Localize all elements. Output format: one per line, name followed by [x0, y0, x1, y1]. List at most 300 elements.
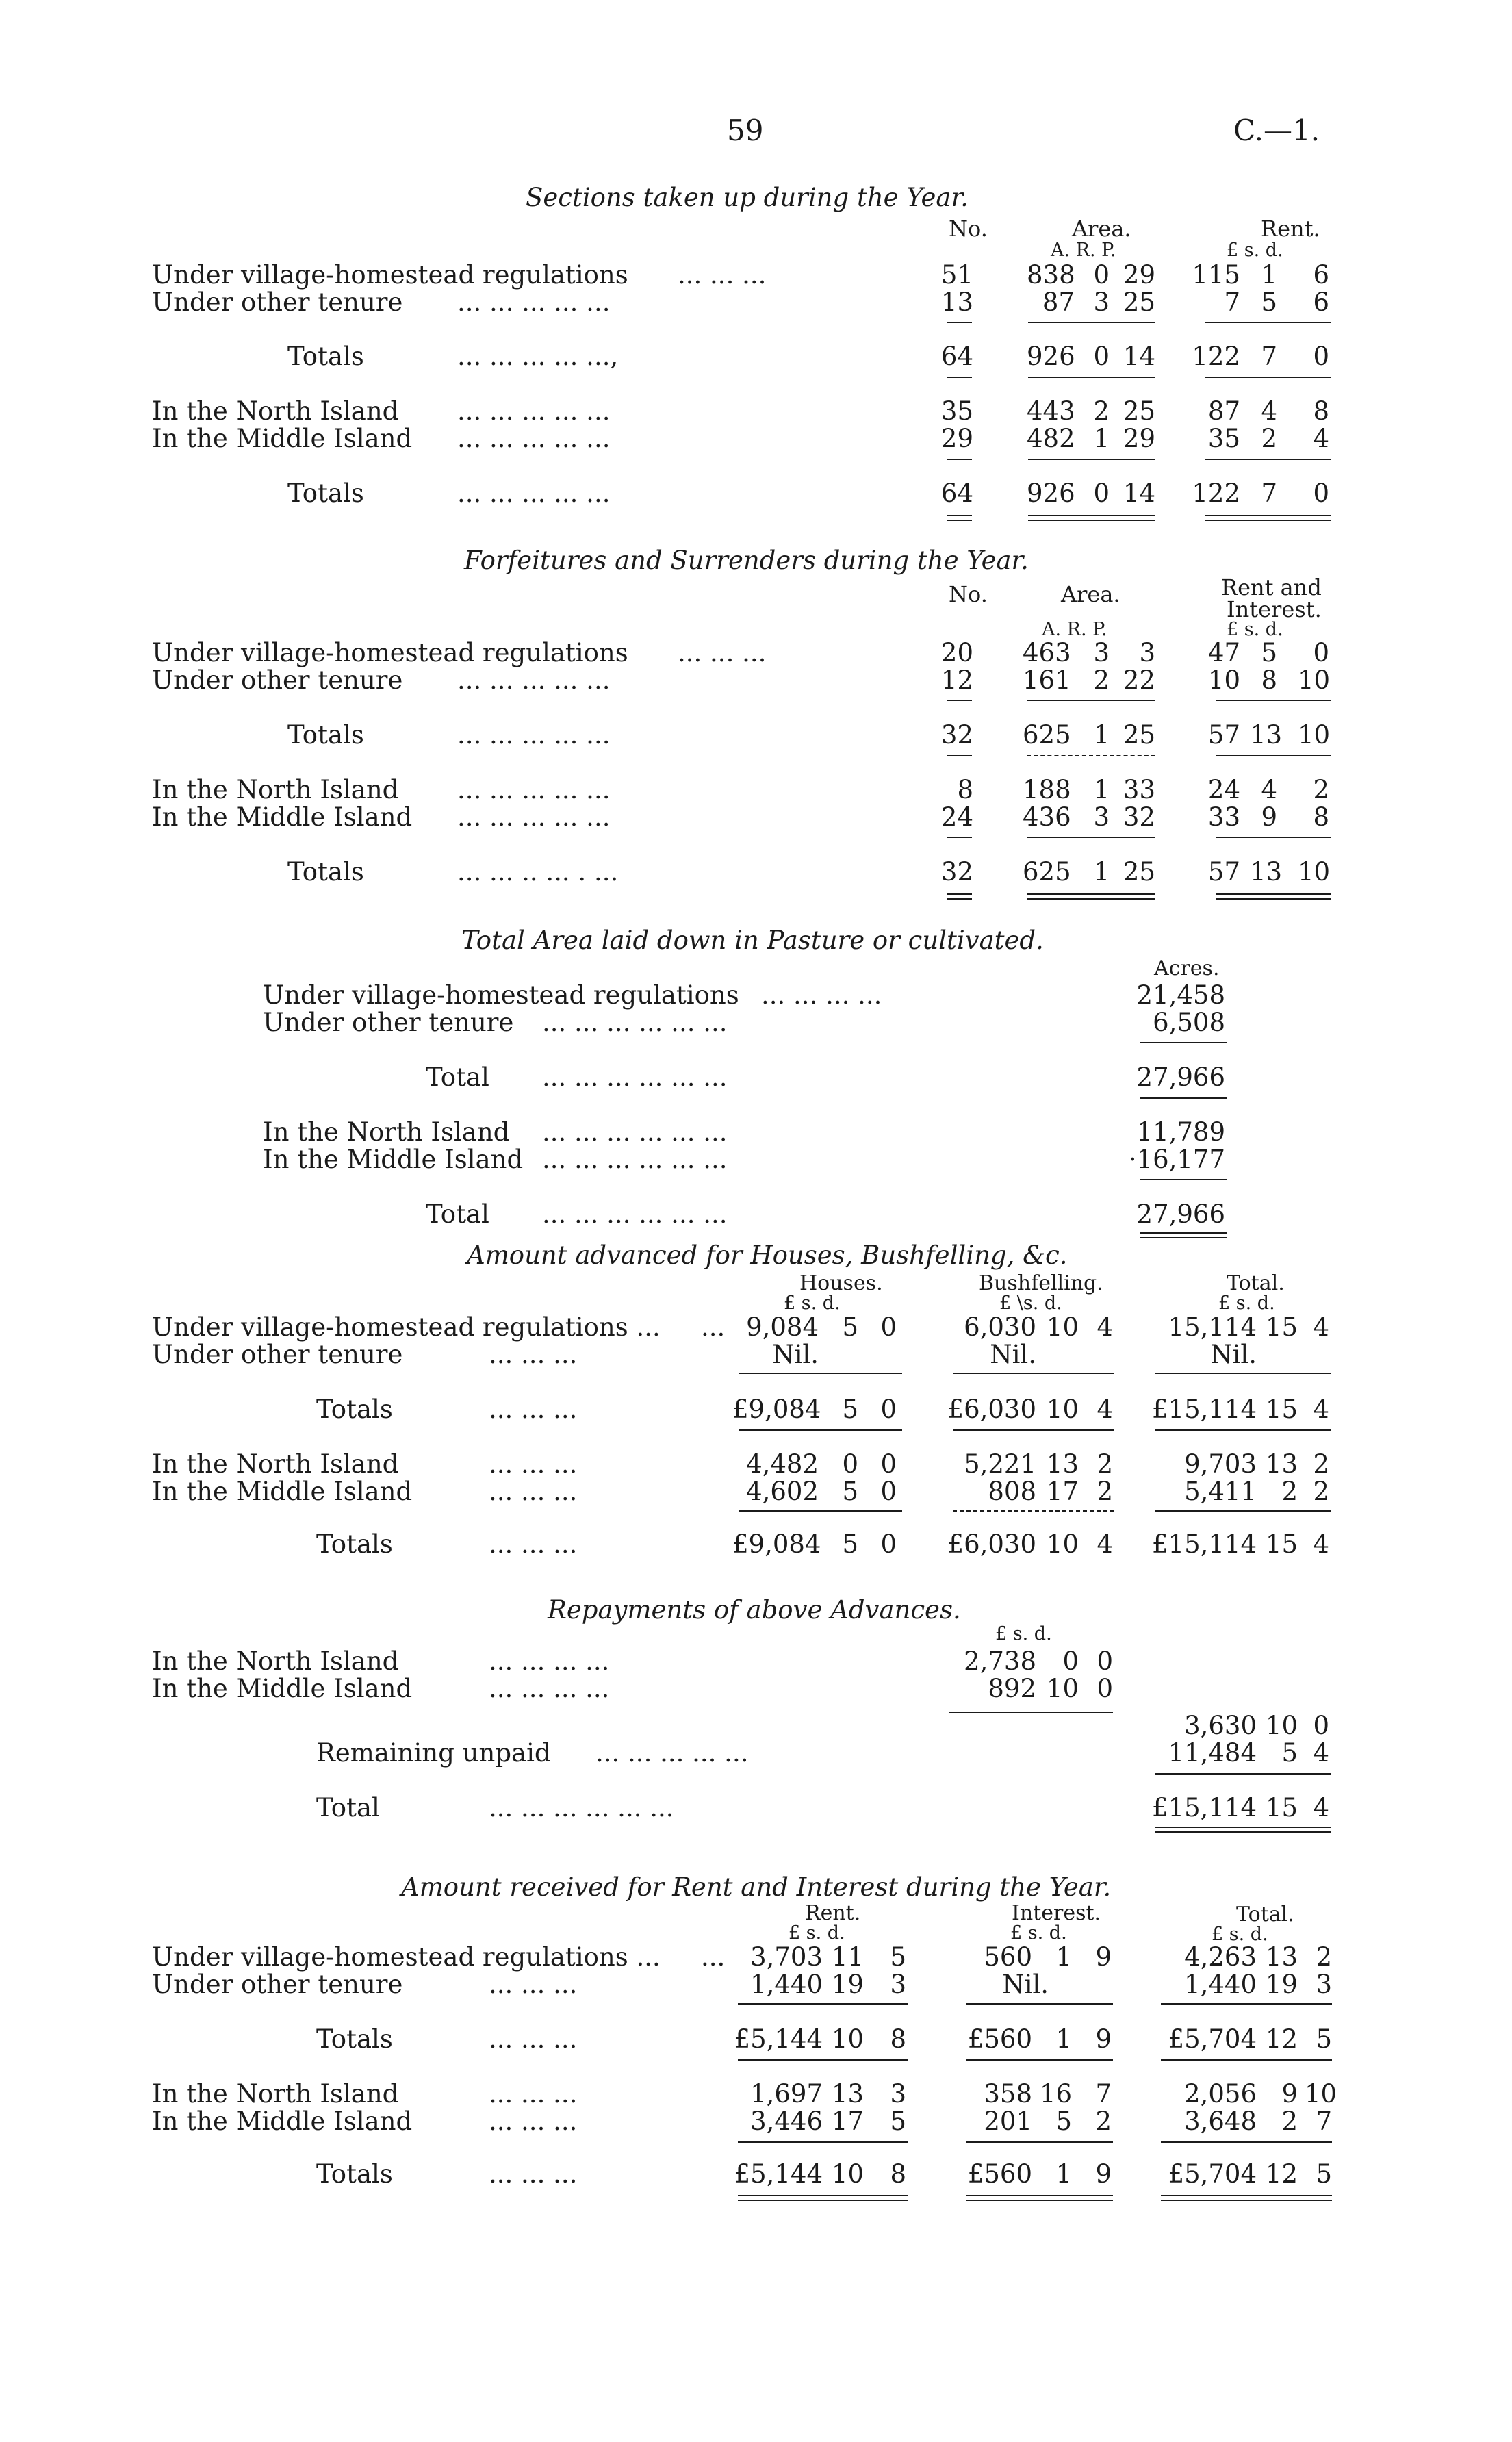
cell-total-shillings: 13 — [1265, 1942, 1298, 1972]
cell-bush-shillings: 13 — [1046, 1449, 1079, 1479]
cell-roods: 1 — [1093, 775, 1110, 804]
cell-rent-pounds: 1,440 — [750, 1970, 823, 1999]
cell-roods: 1 — [1093, 720, 1110, 750]
cell-pounds: 122 — [1192, 479, 1240, 508]
rule — [1205, 377, 1331, 378]
rule — [739, 1373, 902, 1374]
cell-interest-pounds: 201 — [984, 2107, 1032, 2136]
double-rule — [947, 893, 972, 900]
cell-total-pence: 2 — [1316, 1942, 1332, 1972]
rule — [947, 322, 972, 323]
cell-pounds: 11,484 — [1168, 1738, 1257, 1768]
cell-acres: 188 — [1023, 775, 1071, 804]
column-header-no: No. — [949, 216, 988, 242]
cell-acres: 161 — [1023, 665, 1071, 695]
rule — [953, 1373, 1114, 1374]
rule — [739, 1510, 902, 1512]
cell-total-pounds: 5,411 — [1184, 1477, 1257, 1506]
cell-roods: 3 — [1093, 288, 1110, 317]
double-rule — [1028, 515, 1155, 521]
cell-interest-pounds: 560 — [984, 1942, 1032, 1972]
column-header-lsd: £ \s. d. — [999, 1293, 1062, 1314]
section-title: Repayments of above Advances. — [548, 1595, 961, 1625]
cell-roods: 3 — [1093, 802, 1110, 832]
rule — [1205, 459, 1331, 460]
column-header-bushfelling: Bushfelling. — [979, 1271, 1103, 1295]
cell-shillings: 15 — [1265, 1793, 1298, 1822]
rule — [1155, 1510, 1331, 1512]
cell-bush-pence: 4 — [1097, 1312, 1113, 1342]
leader-dots: ... ... ... ... ... — [457, 775, 611, 804]
cell-interest-shillings: 16 — [1039, 2079, 1072, 2109]
rule — [738, 2059, 908, 2061]
cell-pounds: 122 — [1192, 342, 1240, 371]
cell-total-pounds: £15,114 — [1151, 1529, 1257, 1559]
rule — [1027, 837, 1155, 838]
cell-total-shillings: 15 — [1265, 1312, 1298, 1342]
cell-houses-pounds: Nil. — [772, 1340, 819, 1369]
rule — [1028, 377, 1155, 378]
row-label: In the North Island — [152, 1449, 399, 1479]
cell-bush-pounds: 808 — [988, 1477, 1036, 1506]
leader-dots: ... ... ... — [678, 260, 767, 290]
double-rule — [1205, 515, 1331, 521]
cell-total-pounds: 1,440 — [1184, 1970, 1257, 1999]
cell-acres: 21,458 — [1136, 980, 1225, 1010]
cell-total-pounds: £15,114 — [1151, 1395, 1257, 1424]
leader-dots: ... ... ... — [489, 2159, 578, 2189]
cell-houses-pence: 0 — [880, 1529, 897, 1559]
cell-no: 24 — [940, 802, 973, 832]
cell-roods: 2 — [1093, 665, 1110, 695]
cell-total-shillings: 2 — [1281, 2107, 1298, 2136]
row-label: Under village-homestead regulations ... — [152, 1312, 661, 1342]
cell-shillings: 5 — [1281, 1738, 1298, 1768]
leader-dots: ... ... ... — [489, 1529, 578, 1559]
cell-houses-shillings: 5 — [842, 1395, 858, 1424]
leader-dots: ... ... ... ... ... ... — [542, 1145, 728, 1174]
cell-houses-shillings: 5 — [842, 1312, 858, 1342]
cell-roods: 3 — [1093, 638, 1110, 667]
column-header-arp: A. R. P. — [1042, 619, 1107, 640]
cell-total-pence: 7 — [1316, 2107, 1332, 2136]
row-label: Total — [316, 1793, 380, 1822]
cell-interest-pence: 2 — [1095, 2107, 1112, 2136]
cell-total-shillings: 2 — [1281, 1477, 1298, 1506]
cell-total-pence: 4 — [1313, 1395, 1329, 1424]
cell-houses-pounds: 4,482 — [746, 1449, 819, 1479]
cell-pounds: 57 — [1207, 857, 1240, 887]
leader-dots: ... — [701, 1942, 726, 1972]
row-label: Under other tenure — [152, 665, 403, 695]
cell-interest-pence: 9 — [1095, 1942, 1112, 1972]
rule — [1027, 700, 1155, 701]
cell-sum-shillings: 10 — [1265, 1711, 1298, 1740]
cell-interest-shillings: 1 — [1055, 2159, 1072, 2189]
rule — [1216, 755, 1331, 756]
column-header-lsd: £ s. d. — [1227, 240, 1283, 261]
column-header-lsd: £ s. d. — [995, 1623, 1052, 1644]
cell-acres: 463 — [1023, 638, 1071, 667]
row-label: Totals — [287, 479, 364, 508]
cell-bush-pence: 2 — [1097, 1449, 1113, 1479]
cell-acres: 87 — [1042, 288, 1075, 317]
rule — [1140, 1097, 1227, 1099]
rule — [947, 837, 972, 838]
cell-rent-shillings: 11 — [831, 1942, 864, 1972]
cell-pence: 4 — [1313, 1793, 1329, 1822]
leader-dots: ... ... ... ... ... ... — [489, 1793, 674, 1822]
cell-perches: 25 — [1123, 288, 1155, 317]
cell-acres: 11,789 — [1136, 1117, 1225, 1147]
section-title: Amount received for Rent and Interest during the Year. — [401, 1872, 1112, 1902]
cell-pounds: 2,738 — [964, 1646, 1036, 1676]
row-label: Total — [426, 1063, 489, 1092]
leader-dots: ... ... ... — [678, 638, 767, 667]
cell-interest-pounds: 358 — [984, 2079, 1032, 2109]
cell-no: 35 — [940, 396, 973, 426]
cell-pence: 4 — [1313, 1738, 1329, 1768]
cell-rent-pence: 8 — [890, 2159, 906, 2189]
leader-dots: ... — [701, 1312, 726, 1342]
rule — [739, 1429, 902, 1431]
cell-bush-pounds: 6,030 — [964, 1312, 1036, 1342]
cell-total-pence: 5 — [1316, 2159, 1332, 2189]
cell-total-shillings: 12 — [1265, 2159, 1298, 2189]
leader-dots: ... ... ... — [489, 2024, 578, 2054]
rule — [1155, 1773, 1331, 1775]
cell-pounds: £15,114 — [1151, 1793, 1257, 1822]
cell-perches: 33 — [1123, 775, 1155, 804]
column-header-arp: A. R. P. — [1051, 240, 1116, 261]
cell-pence: 6 — [1313, 260, 1329, 290]
cell-pence: 6 — [1313, 288, 1329, 317]
cell-total-pence: 4 — [1313, 1529, 1329, 1559]
cell-shillings: 9 — [1261, 802, 1277, 832]
cell-no: 12 — [940, 665, 973, 695]
leader-dots: ... ... ... ... ... — [457, 665, 611, 695]
row-label: Under other tenure — [263, 1008, 514, 1037]
column-header-acres: Acres. — [1154, 956, 1220, 980]
cell-shillings: 13 — [1250, 857, 1283, 887]
cell-total-shillings: 15 — [1265, 1529, 1298, 1559]
rule — [1216, 837, 1331, 838]
column-header-lsd: £ s. d. — [1212, 1924, 1268, 1945]
rule — [738, 2003, 908, 2005]
rule — [738, 2141, 908, 2143]
row-label: Under village-homestead regulations ... — [152, 1942, 661, 1972]
leader-dots: ... ... ... ... — [761, 980, 882, 1010]
cell-houses-pence: 0 — [880, 1395, 897, 1424]
cell-pence: 10 — [1298, 665, 1331, 695]
leader-dots: ... ... ... ... ... — [457, 288, 611, 317]
row-label: Remaining unpaid — [316, 1738, 551, 1768]
column-header-lsd: £ s. d. — [1218, 1293, 1275, 1314]
rule — [1155, 1429, 1331, 1431]
cell-perches: 22 — [1123, 665, 1155, 695]
cell-acres: 27,966 — [1136, 1199, 1225, 1229]
cell-pence: 0 — [1097, 1646, 1113, 1676]
column-header-lsd: £ s. d. — [784, 1293, 841, 1314]
row-label: In the North Island — [263, 1117, 510, 1147]
cell-sum-pounds: 3,630 — [1184, 1711, 1257, 1740]
rule — [953, 1429, 1114, 1431]
leader-dots: ... ... ... — [489, 2107, 578, 2136]
row-label: In the North Island — [152, 775, 399, 804]
column-header-rent: Rent. — [1261, 216, 1320, 242]
cell-total-pounds: 9,703 — [1184, 1449, 1257, 1479]
row-label: Totals — [287, 720, 364, 750]
row-label: Totals — [316, 2159, 393, 2189]
rule — [1155, 1373, 1331, 1374]
column-header-lsd: £ s. d. — [789, 1922, 845, 1944]
cell-total-pence: 3 — [1316, 1970, 1332, 1999]
cell-acres: 6,508 — [1153, 1008, 1225, 1037]
cell-pounds: 115 — [1192, 260, 1240, 290]
double-rule — [738, 2195, 908, 2201]
column-header-total: Total. — [1236, 1903, 1294, 1926]
cell-rent-pence: 5 — [890, 2107, 906, 2136]
cell-total-pounds: £5,704 — [1168, 2024, 1257, 2054]
cell-acres: 926 — [1027, 342, 1075, 371]
cell-roods: 0 — [1093, 342, 1110, 371]
cell-roods: 1 — [1093, 857, 1110, 887]
column-header-rent-and: Rent and — [1221, 574, 1322, 600]
double-rule — [1140, 1232, 1227, 1238]
cell-pence: 8 — [1313, 396, 1329, 426]
rule — [1161, 2059, 1332, 2061]
section-title: Total Area laid down in Pasture or cultivated. — [461, 926, 1044, 955]
cell-pence: 0 — [1313, 638, 1329, 667]
row-label: Totals — [287, 857, 364, 887]
rule — [1140, 1179, 1227, 1180]
cell-shillings: 1 — [1261, 260, 1277, 290]
cell-houses-pounds: £9,084 — [732, 1395, 821, 1424]
cell-acres: 926 — [1027, 479, 1075, 508]
cell-shillings: 8 — [1261, 665, 1277, 695]
cell-pounds: 33 — [1207, 802, 1240, 832]
leader-dots: ... ... ... ... — [489, 1674, 610, 1703]
cell-bush-shillings: 17 — [1046, 1477, 1079, 1506]
cell-pence: 0 — [1097, 1674, 1113, 1703]
cell-rent-shillings: 10 — [831, 2024, 864, 2054]
cell-no: 32 — [940, 857, 973, 887]
cell-perches: 3 — [1139, 638, 1155, 667]
cell-rent-pounds: £5,144 — [734, 2159, 823, 2189]
cell-bush-pounds: £6,030 — [947, 1529, 1036, 1559]
row-label: In the Middle Island — [152, 1477, 413, 1506]
leader-dots: ... ... ... ... ... — [457, 720, 611, 750]
column-header-lsd: £ s. d. — [1227, 619, 1283, 640]
row-label: Totals — [287, 342, 364, 371]
row-label: Under other tenure — [152, 1970, 403, 1999]
rule — [1028, 322, 1155, 323]
row-label: Under village-homestead regulations — [152, 638, 628, 667]
cell-total-pence: 4 — [1313, 1312, 1329, 1342]
cell-rent-pence: 3 — [890, 2079, 906, 2109]
row-label: Totals — [316, 2024, 393, 2054]
column-header-total: Total. — [1227, 1271, 1285, 1295]
leader-dots: ... ... ... — [489, 1340, 578, 1369]
cell-houses-pence: 0 — [880, 1312, 897, 1342]
leader-dots: ... ... ... ... ... — [595, 1738, 749, 1768]
rule — [947, 755, 972, 756]
cell-shillings: 2 — [1261, 424, 1277, 453]
cell-acres: 27,966 — [1136, 1063, 1225, 1092]
cell-acres: 838 — [1027, 260, 1075, 290]
cell-interest-pence: 9 — [1095, 2024, 1112, 2054]
cell-pounds: 7 — [1224, 288, 1240, 317]
leader-dots: ... ... ... ... ..., — [457, 342, 619, 371]
cell-pence: 4 — [1313, 424, 1329, 453]
rule — [1027, 755, 1155, 756]
column-header-area: Area. — [1072, 216, 1131, 242]
leader-dots: ... ... ... — [489, 1477, 578, 1506]
rule — [966, 2141, 1113, 2143]
cell-pounds: 57 — [1207, 720, 1240, 750]
cell-total-shillings: 19 — [1265, 1970, 1298, 1999]
double-rule — [966, 2195, 1113, 2201]
cell-rent-shillings: 19 — [831, 1970, 864, 1999]
cell-pounds: 47 — [1207, 638, 1240, 667]
cell-houses-pounds: £9,084 — [732, 1529, 821, 1559]
cell-bush-pounds: 5,221 — [964, 1449, 1036, 1479]
cell-interest-pounds: Nil. — [1002, 1970, 1049, 1999]
row-label: In the Middle Island — [152, 1674, 413, 1703]
cell-bush-shillings: 10 — [1046, 1395, 1079, 1424]
leader-dots: ... ... ... ... — [489, 1646, 610, 1676]
cell-houses-shillings: 5 — [842, 1477, 858, 1506]
cell-no: 29 — [940, 424, 973, 453]
row-label: Under other tenure — [152, 1340, 403, 1369]
cell-perches: 32 — [1123, 802, 1155, 832]
double-rule — [1161, 2195, 1332, 2201]
cell-houses-shillings: 0 — [842, 1449, 858, 1479]
leader-dots: ... ... ... ... ... ... — [542, 1063, 728, 1092]
cell-perches: 25 — [1123, 857, 1155, 887]
row-label: Totals — [316, 1529, 393, 1559]
leader-dots: ... ... ... ... ... — [457, 479, 611, 508]
cell-interest-shillings: 1 — [1055, 1942, 1072, 1972]
double-rule — [947, 515, 972, 521]
cell-interest-pence: 9 — [1095, 2159, 1112, 2189]
cell-total-shillings: 9 — [1281, 2079, 1298, 2109]
cell-no: 20 — [940, 638, 973, 667]
cell-rent-pounds: £5,144 — [734, 2024, 823, 2054]
rule — [947, 459, 972, 460]
column-header-area: Area. — [1061, 581, 1120, 607]
cell-houses-pounds: 4,602 — [746, 1477, 819, 1506]
leader-dots: ... ... ... ... ... ... — [542, 1117, 728, 1147]
cell-total-pounds: 4,263 — [1184, 1942, 1257, 1972]
leader-dots: ... ... ... ... ... ... — [542, 1199, 728, 1229]
cell-perches: 25 — [1123, 396, 1155, 426]
cell-no: 64 — [940, 342, 973, 371]
leader-dots: ... ... ... — [489, 2079, 578, 2109]
rule — [966, 2003, 1113, 2005]
cell-roods: 0 — [1093, 260, 1110, 290]
cell-pounds: 24 — [1207, 775, 1240, 804]
column-header-interest: Interest. — [1227, 596, 1322, 622]
cell-rent-pence: 3 — [890, 1970, 906, 1999]
cell-rent-pounds: 3,703 — [750, 1942, 823, 1972]
cell-houses-pence: 0 — [880, 1449, 897, 1479]
cell-acres: 482 — [1027, 424, 1075, 453]
rule — [966, 2059, 1113, 2061]
cell-pence: 10 — [1298, 720, 1331, 750]
cell-perches: 14 — [1123, 479, 1155, 508]
rule — [953, 1510, 1114, 1512]
double-rule — [1155, 1827, 1331, 1833]
cell-acres: 625 — [1023, 720, 1071, 750]
document-reference: C.—1. — [1233, 114, 1320, 147]
section-title: Amount advanced for Houses, Bushfelling, &c. — [467, 1241, 1068, 1270]
row-label: Under other tenure — [152, 288, 403, 317]
cell-perches: 29 — [1123, 424, 1155, 453]
cell-total-pounds: Nil. — [1210, 1340, 1257, 1369]
cell-bush-pounds: Nil. — [990, 1340, 1036, 1369]
column-header-houses: Houses. — [799, 1271, 883, 1295]
cell-total-pence: 2 — [1313, 1449, 1329, 1479]
cell-interest-pounds: £560 — [967, 2159, 1032, 2189]
cell-acres: 443 — [1027, 396, 1075, 426]
cell-pounds: 892 — [988, 1674, 1036, 1703]
cell-houses-pounds: 9,084 — [746, 1312, 819, 1342]
cell-shillings: 13 — [1250, 720, 1283, 750]
row-label: In the North Island — [152, 2079, 399, 2109]
cell-total-pence: 10 — [1305, 2079, 1337, 2109]
cell-pence: 0 — [1313, 479, 1329, 508]
leader-dots: ... ... ... ... ... ... — [542, 1008, 728, 1037]
cell-pence: 8 — [1313, 802, 1329, 832]
rule — [1161, 2141, 1332, 2143]
cell-acres: 436 — [1023, 802, 1071, 832]
cell-perches: 14 — [1123, 342, 1155, 371]
cell-no: 13 — [940, 288, 973, 317]
double-rule — [1216, 893, 1331, 900]
column-header-interest: Interest. — [1012, 1901, 1101, 1925]
page-number: 59 — [727, 114, 764, 147]
row-label: Total — [426, 1199, 489, 1229]
cell-total-pounds: 2,056 — [1184, 2079, 1257, 2109]
cell-total-pounds: 15,114 — [1168, 1312, 1257, 1342]
row-label: In the Middle Island — [152, 424, 413, 453]
rule — [947, 700, 972, 701]
column-header-no: No. — [949, 581, 988, 607]
cell-perches: 25 — [1123, 720, 1155, 750]
row-label: Totals — [316, 1395, 393, 1424]
cell-bush-pence: 4 — [1097, 1395, 1113, 1424]
cell-shillings: 7 — [1261, 479, 1277, 508]
rule — [1140, 1042, 1227, 1043]
cell-interest-shillings: 5 — [1055, 2107, 1072, 2136]
leader-dots: ... ... ... ... ... — [457, 802, 611, 832]
cell-roods: 0 — [1093, 479, 1110, 508]
row-label: In the Middle Island — [263, 1145, 524, 1174]
cell-shillings: 5 — [1261, 288, 1277, 317]
cell-shillings: 4 — [1261, 396, 1277, 426]
cell-bush-pence: 4 — [1097, 1529, 1113, 1559]
cell-total-shillings: 15 — [1265, 1395, 1298, 1424]
row-label: In the Middle Island — [152, 2107, 413, 2136]
cell-pence: 10 — [1298, 857, 1331, 887]
cell-pounds: 35 — [1207, 424, 1240, 453]
cell-interest-pounds: £560 — [967, 2024, 1032, 2054]
cell-total-shillings: 12 — [1265, 2024, 1298, 2054]
cell-rent-pounds: 3,446 — [750, 2107, 823, 2136]
leader-dots: ... ... ... ... ... — [457, 424, 611, 453]
row-label: Under village-homestead regulations — [152, 260, 628, 290]
